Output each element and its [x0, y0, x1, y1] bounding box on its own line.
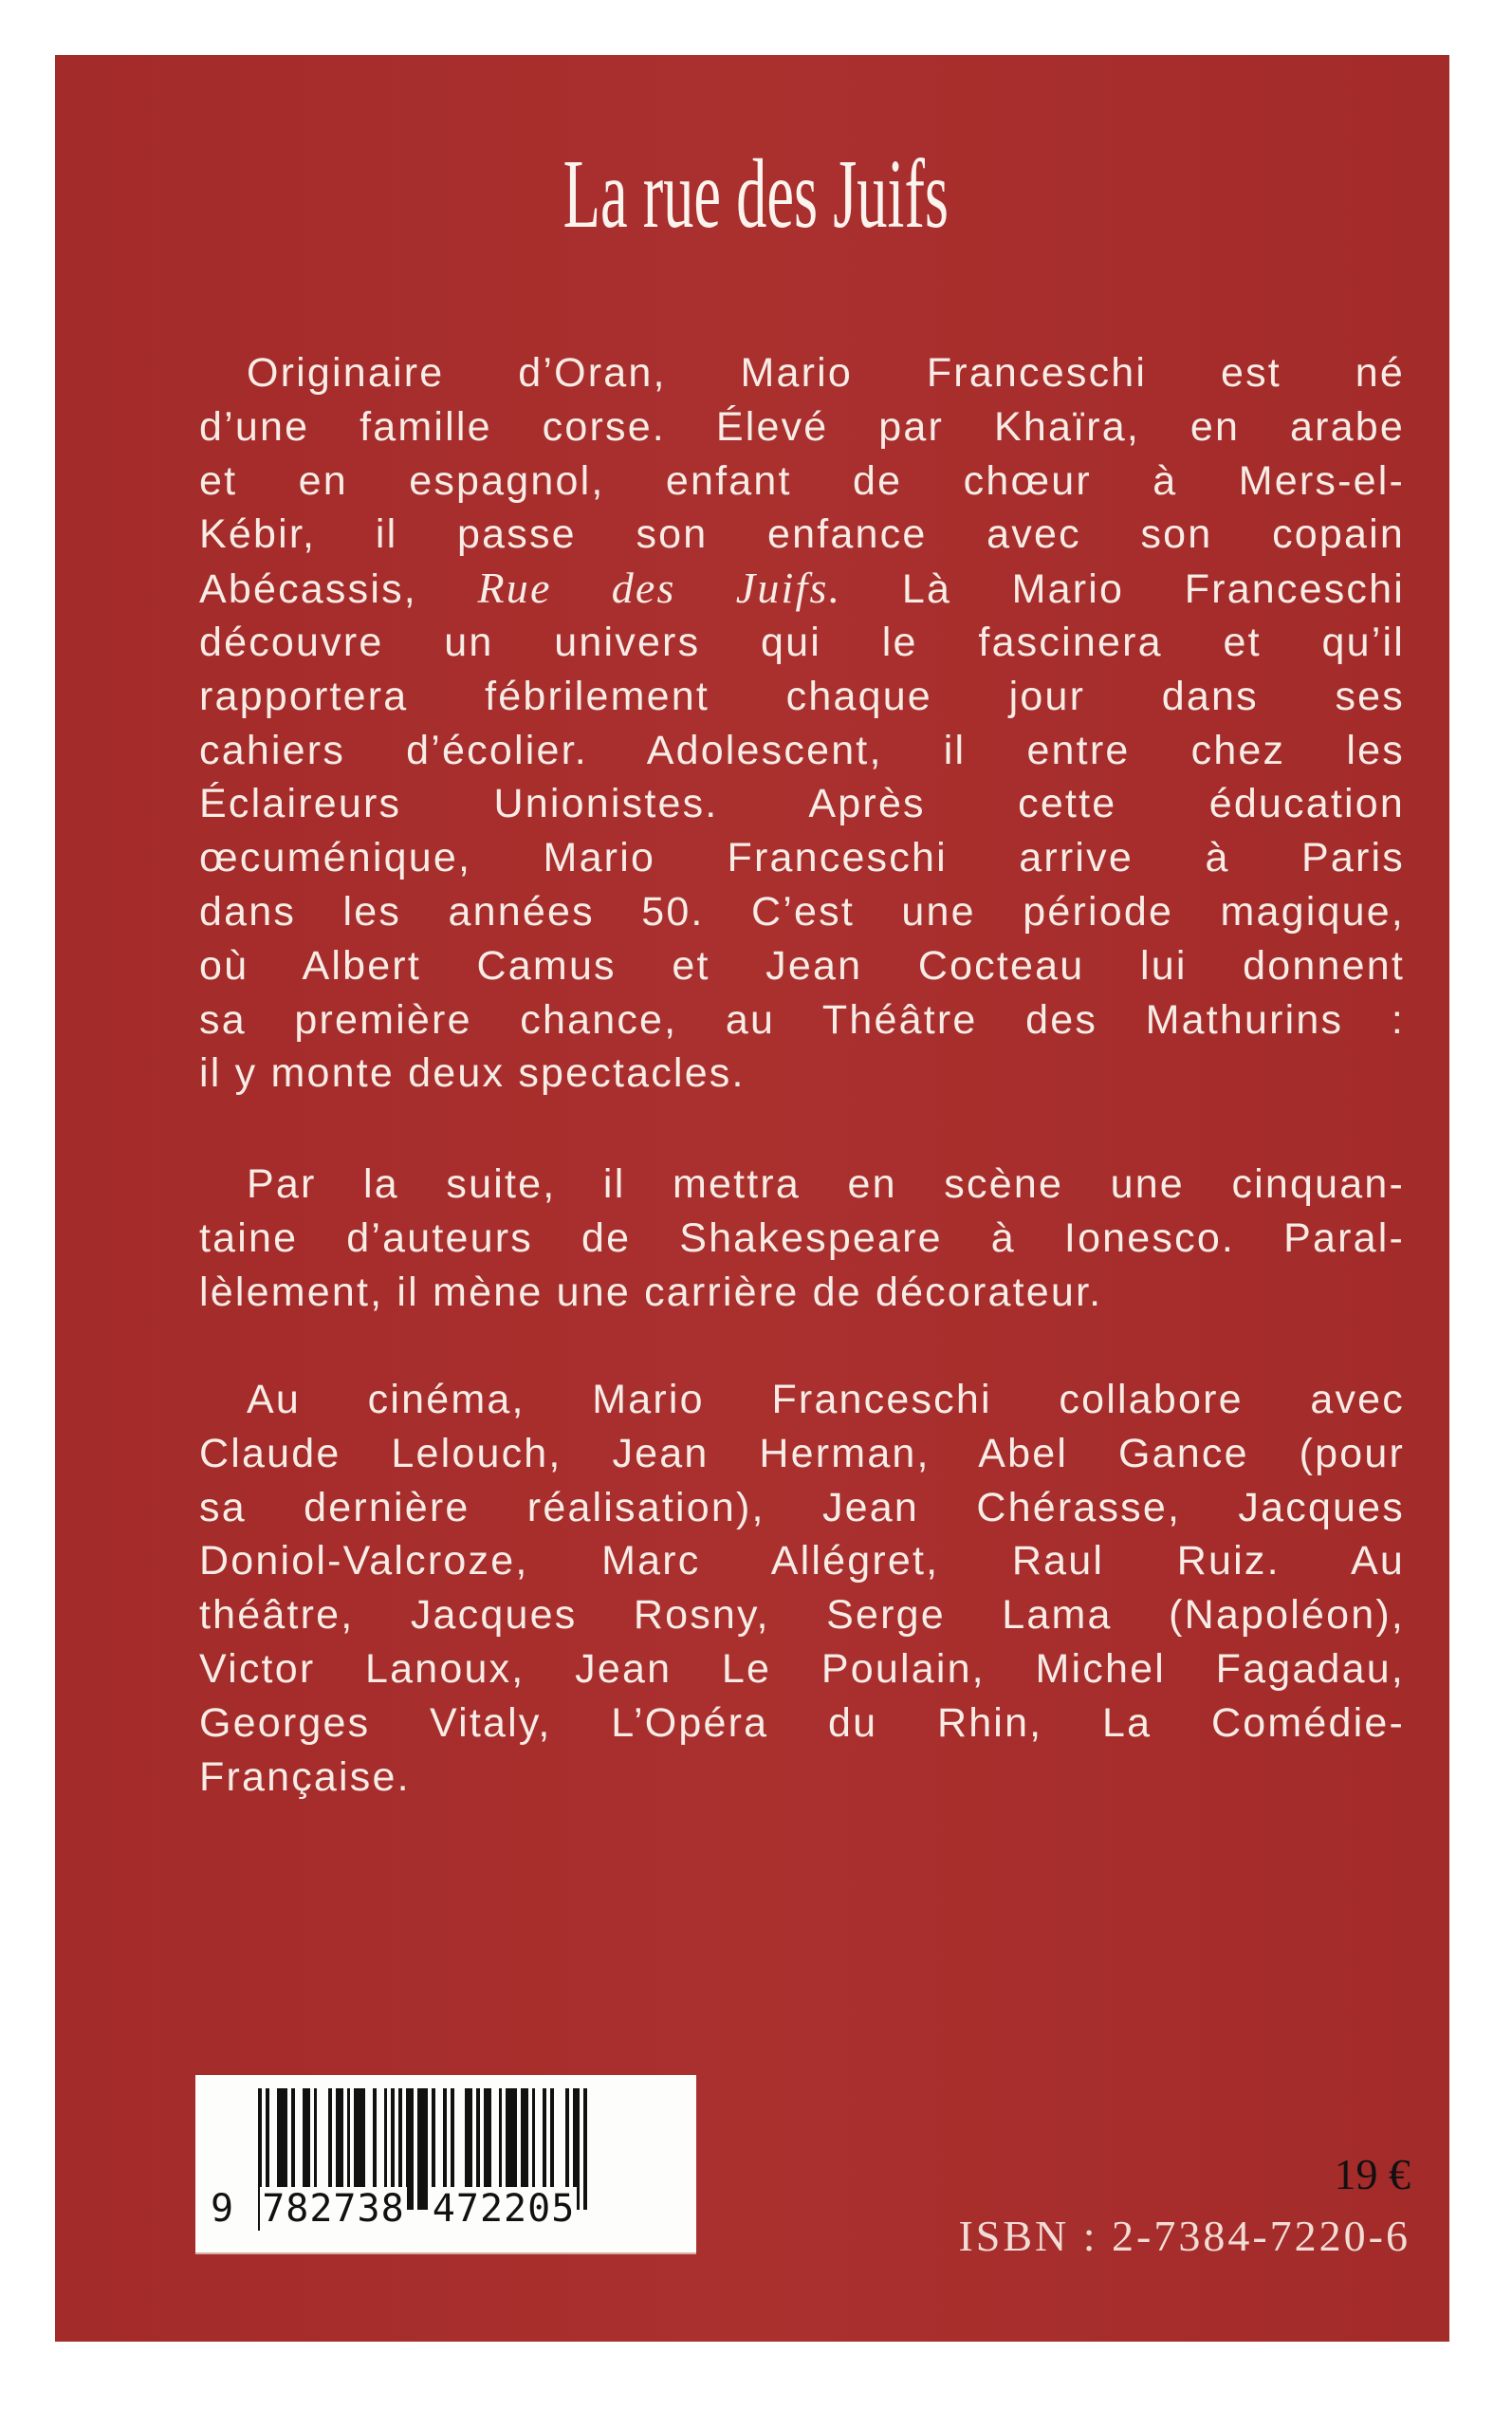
isbn: ISBN : 2-7384-7220-6 — [958, 2212, 1411, 2260]
text-line: et en espagnol, enfant de chœur à Mers-el- — [199, 457, 1405, 504]
text-line: Française. — [199, 1753, 411, 1800]
text-line: Claude Lelouch, Jean Herman, Abel Gance (pour — [199, 1430, 1405, 1476]
text-line: Victor Lanoux, Jean Le Poulain, Michel Fagadau, — [199, 1645, 1405, 1692]
text-line: Georges Vitaly, L’Opéra du Rhin, La Comédie- — [199, 1699, 1405, 1746]
price: 19 € — [1334, 2150, 1411, 2198]
text-line: théâtre, Jacques Rosny, Serge Lama (Napoléon), — [199, 1592, 1405, 1639]
blurb-paragraph-2 — [199, 1158, 1405, 1319]
text-line: il y monte deux spectacles. — [199, 1050, 746, 1097]
barcode — [195, 2075, 696, 2252]
text-line: Au cinéma, Mario Franceschi collabore avec — [247, 1377, 1405, 1422]
text-line: rapportera fébrilement chaque jour dans ses — [199, 673, 1405, 719]
text-line: Originaire d’Oran, Mario Franceschi est né — [247, 350, 1405, 396]
text-line: sa dernière réalisation), Jean Chérasse, Jacques — [199, 1484, 1405, 1530]
text-line: taine d’auteurs de Shakespeare à Ionesco. Paral- — [199, 1214, 1405, 1261]
blurb-paragraph-1 — [199, 346, 1405, 1101]
text-line: Par la suite, il mettra en scène une cinquan- — [247, 1161, 1405, 1207]
text-line: où Albert Camus et Jean Cocteau lui donnent — [199, 942, 1405, 989]
text-line: Kébir, il passe son enfance avec son copain — [199, 511, 1405, 558]
text-line: œcuménique, Mario Franceschi arrive à Paris — [199, 835, 1405, 881]
text-line: Doniol-Valcroze, Marc Allégret, Raul Ruiz. Au — [199, 1538, 1405, 1584]
text-line: dans les années 50. C’est une période magique, — [199, 888, 1405, 935]
blurb-paragraph-3 — [199, 1373, 1405, 1804]
book-title: La rue des Juifs — [562, 139, 950, 249]
text-line: d’une famille corse. Élevé par Khaïra, en arabe — [199, 403, 1405, 450]
barcode-bar — [583, 2088, 587, 2210]
book-title-italic: Rue des Juifs. — [477, 564, 842, 613]
text-line: Abécassis, Rue des Juifs. Là Mario Franceschi — [199, 564, 1406, 613]
text-line: découvre un univers qui le fascinera et qu’il — [199, 619, 1405, 665]
barcode-digits: 9 782738 472205 — [211, 2187, 576, 2231]
text-line: Éclaireurs Unionistes. Après cette éducation — [199, 781, 1405, 827]
text-line: cahiers d’écolier. Adolescent, il entre chez les — [199, 727, 1405, 773]
text-line: sa première chance, au Théâtre des Mathurins : — [199, 996, 1405, 1043]
text-line: lèlement, il mène une carrière de décorateur. — [199, 1269, 1103, 1315]
